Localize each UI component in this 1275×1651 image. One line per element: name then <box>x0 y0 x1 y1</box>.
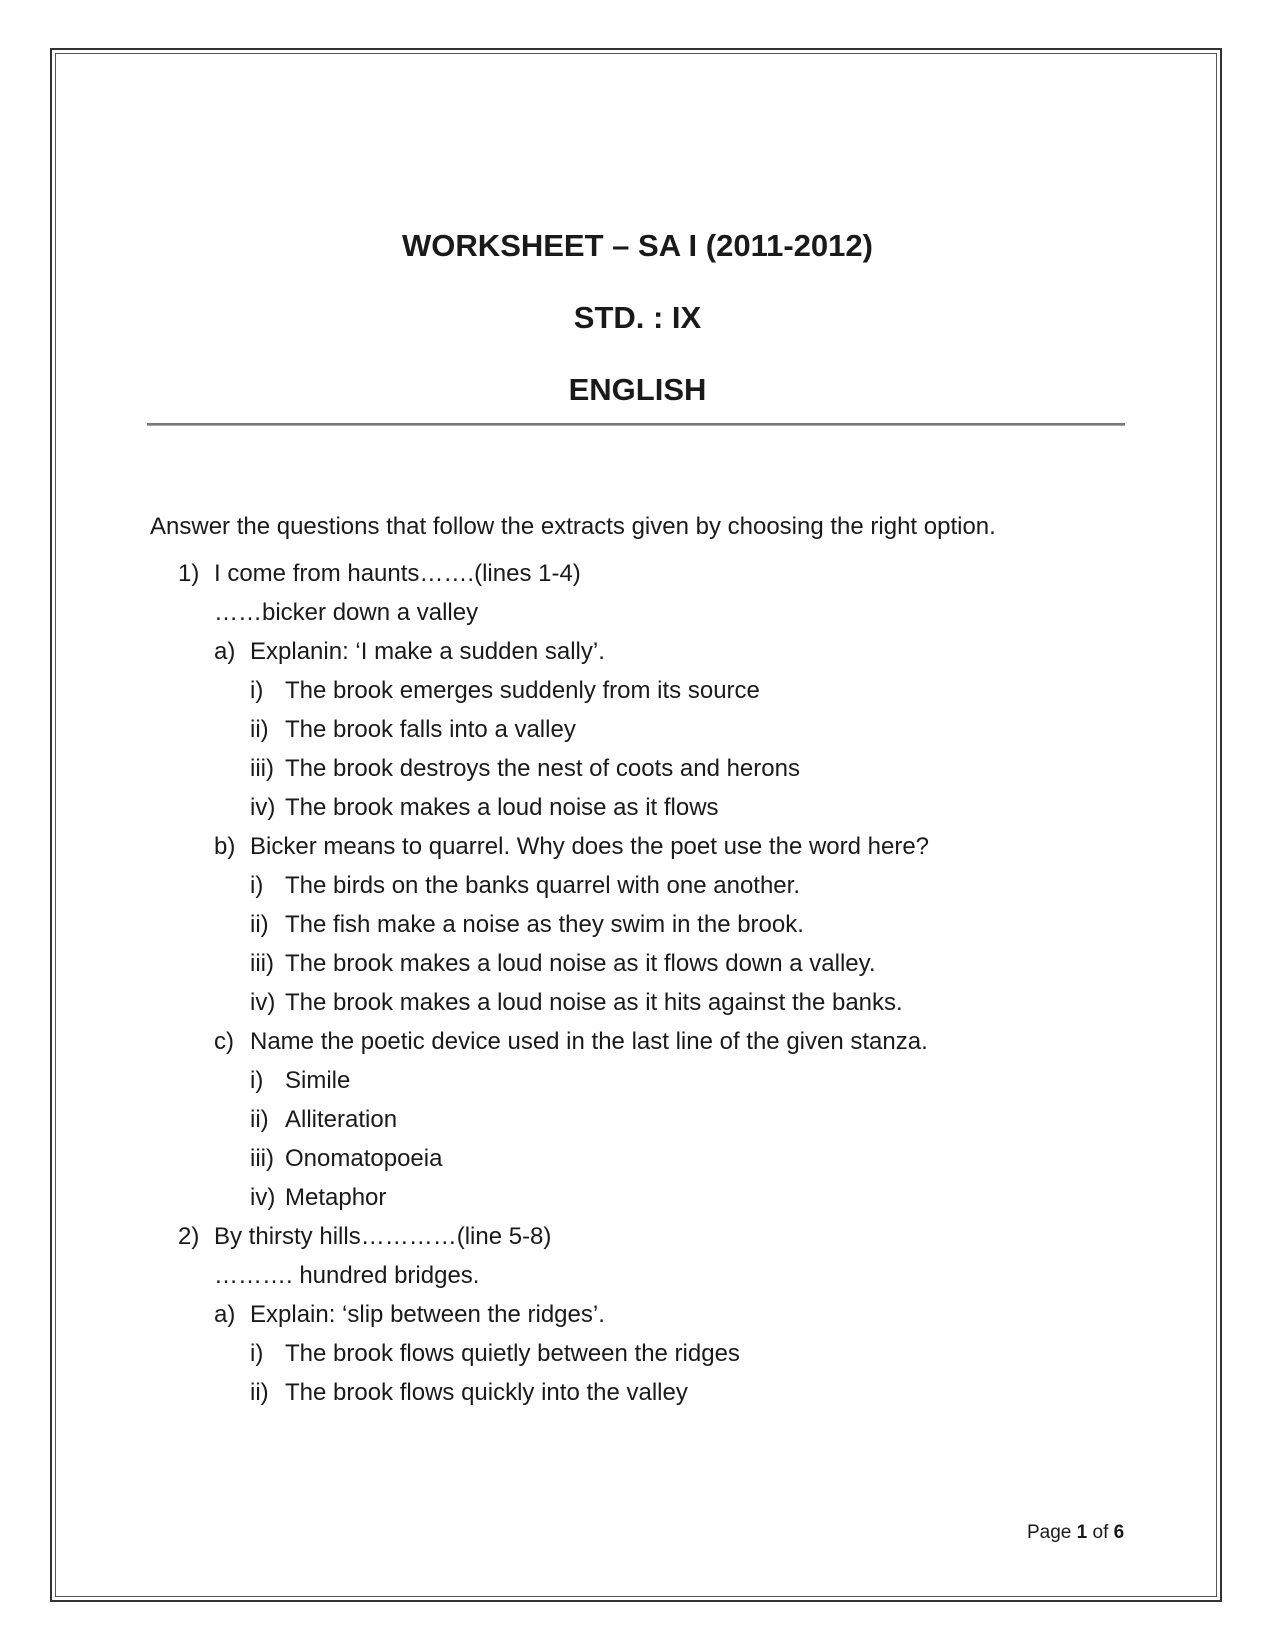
list-marker: ii) <box>250 716 269 743</box>
page-footer <box>1027 1522 1124 1544</box>
list-marker: iv) <box>250 794 276 821</box>
list-marker: c) <box>214 1028 234 1055</box>
line-text: I come from haunts…….(lines 1-4) <box>214 560 581 587</box>
list-marker: iv) <box>250 989 276 1016</box>
page-word: Page <box>1027 1522 1072 1543</box>
list-marker: i) <box>250 872 264 899</box>
subject-label: ENGLISH <box>568 372 707 407</box>
line-text: The fish make a noise as they swim in the brook. <box>285 911 804 938</box>
list-marker: 2) <box>178 1223 200 1250</box>
page-number: 1 <box>1076 1522 1088 1543</box>
list-marker: ii) <box>250 1106 269 1133</box>
line-text: Explanin: ‘I make a sudden sally’. <box>250 638 605 665</box>
list-marker: ii) <box>250 1379 269 1406</box>
line-text: ………. hundred bridges. <box>214 1262 480 1289</box>
line-text: The brook makes a loud noise as it flows down a valley. <box>285 950 876 977</box>
line-text: Onomatopoeia <box>285 1145 443 1172</box>
line-text: Bicker means to quarrel. Why does the poet use the word here? <box>250 833 930 860</box>
line-text: The brook makes a loud noise as it flows <box>285 794 719 821</box>
list-marker: iii) <box>250 755 274 782</box>
list-marker: i) <box>250 677 264 704</box>
line-text: Metaphor <box>285 1184 387 1211</box>
list-marker: b) <box>214 833 236 860</box>
list-marker: a) <box>214 638 236 665</box>
line-text: The birds on the banks quarrel with one another. <box>285 872 800 899</box>
of-word: of <box>1092 1522 1109 1543</box>
list-marker: iii) <box>250 950 274 977</box>
worksheet-title: WORKSHEET – SA I (2011-2012) <box>402 228 873 263</box>
list-marker: i) <box>250 1340 264 1367</box>
line-text: Simile <box>285 1067 351 1094</box>
header-divider <box>147 423 1125 426</box>
list-marker: iv) <box>250 1184 276 1211</box>
line-text: Alliteration <box>285 1106 398 1133</box>
page-total: 6 <box>1113 1522 1125 1543</box>
instructions: Answer the questions that follow the extracts given by choosing the right option. <box>150 513 996 540</box>
line-text: The brook falls into a valley <box>285 716 576 743</box>
standard-label: STD. : IX <box>573 300 702 335</box>
list-marker: ii) <box>250 911 269 938</box>
list-marker: a) <box>214 1301 236 1328</box>
line-text: The brook makes a loud noise as it hits against the banks. <box>285 989 903 1016</box>
line-text: Name the poetic device used in the last line of the given stanza. <box>250 1028 928 1055</box>
list-marker: iii) <box>250 1145 274 1172</box>
line-text: The brook flows quickly into the valley <box>285 1379 688 1406</box>
line-text: The brook destroys the nest of coots and herons <box>285 755 800 782</box>
line-text: ……bicker down a valley <box>214 599 479 626</box>
line-text: By thirsty hills…………(line 5-8) <box>214 1223 552 1250</box>
line-text: The brook flows quietly between the ridges <box>285 1340 740 1367</box>
list-marker: i) <box>250 1067 264 1094</box>
line-text: The brook emerges suddenly from its source <box>285 677 760 704</box>
list-marker: 1) <box>178 560 200 587</box>
line-text: Explain: ‘slip between the ridges’. <box>250 1301 605 1328</box>
